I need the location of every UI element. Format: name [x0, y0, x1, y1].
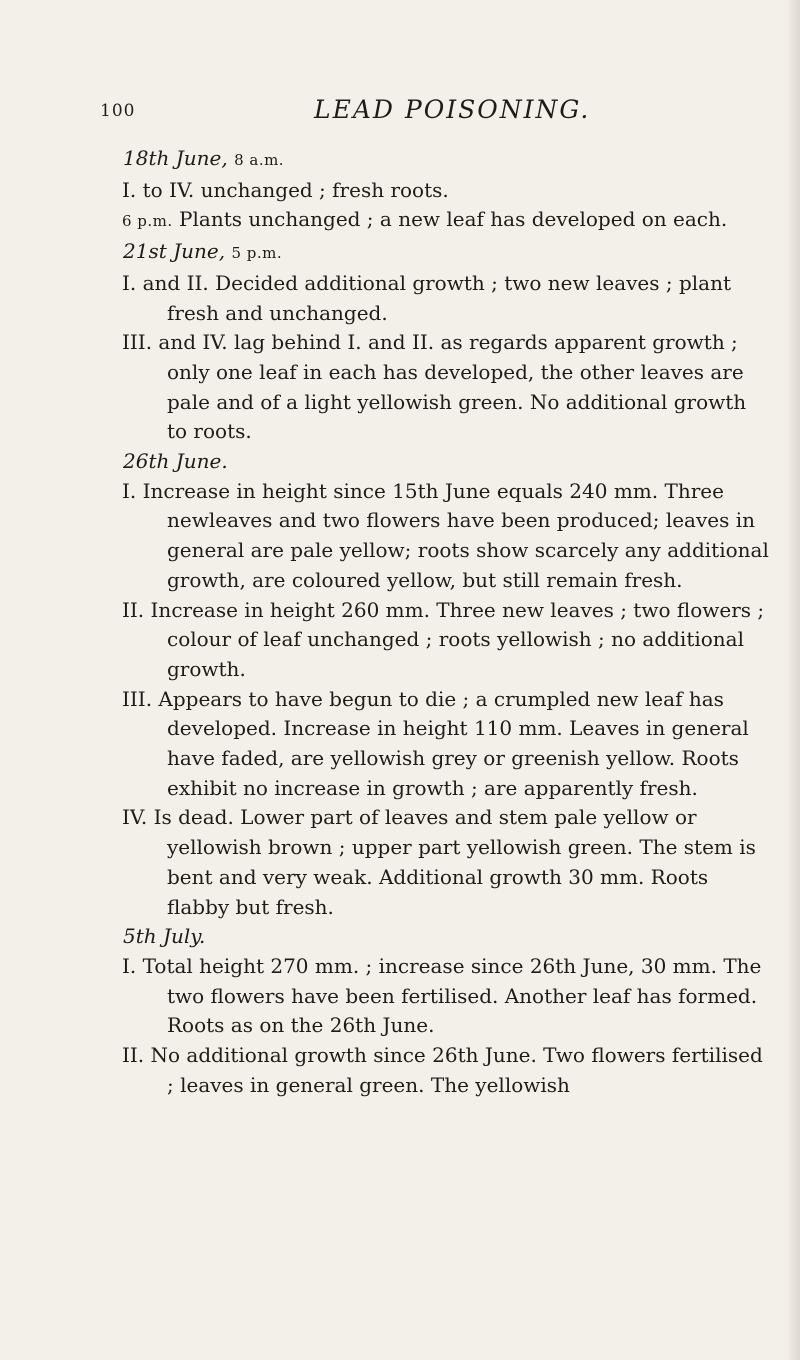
entry-paragraph: II. Increase in height 260 mm. Three new leaves ; two flowers ; colour of leaf unchanged ; roots yellowish ; no additional growth. — [122, 597, 765, 681]
entry-date-5-july: 5th July. — [123, 924, 206, 949]
entry-paragraph: I. and II. Decided additional growth ; two new leaves ; plant fresh and unchanged. — [122, 270, 732, 325]
page-edge-shadow — [786, 0, 800, 1360]
entry-paragraph: I. Increase in height since 15th June equals 240 mm. Three newleaves and two flowers have been produced; leaves in general are pale yellow; roots show scarcely any additional growth, are coloured yellow, but still remain fresh. — [122, 478, 769, 592]
running-head: LEAD POISONING. — [314, 95, 591, 124]
entry-paragraph: IV. Is dead. Lower part of leaves and stem pale yellow or yellowish brown ; upper part yellowish green. The stem is bent and very weak. Additional growth 30 mm. Roots flabby but fresh. — [122, 805, 756, 919]
entry-date-18-june: 18th June, 8 a.m. — [123, 146, 285, 170]
entry-paragraph: II. No additional growth since 26th June. Two flowers fertilised ; leaves in general green. The yellowish — [122, 1043, 763, 1097]
entry-date-21-june: 21st June, 5 p.m. — [123, 239, 283, 264]
entry-paragraph: I. Total height 270 mm. ; increase since 26th June, 30 mm. The two flowers have been fertilised. Another leaf has formed. Roots as on the 26th June. — [122, 953, 762, 1038]
entry-paragraph: III. and IV. lag behind I. and II. as regards apparent growth ; only one leaf in each has developed, the other leaves are pale and of a light yellowish green. No additional growth to roots. — [122, 330, 747, 444]
entry-paragraph: I. to IV. unchanged ; fresh roots. — [122, 177, 449, 202]
entry-paragraph: III. Appears to have begun to die ; a crumpled new leaf has developed. Increase in height 110 mm. Leaves in general have faded, are yellowish grey or greenish yellow. Roots exhibit no increase in growth ; are apparently fresh. — [122, 686, 749, 800]
page-header — [100, 95, 700, 129]
body-text — [122, 144, 772, 1101]
page-number: 100 — [100, 101, 136, 121]
entry-paragraph: 6 p.m. Plants unchanged ; a new leaf has developed on each. — [122, 207, 728, 232]
entry-date-26-june: 26th June. — [123, 449, 228, 474]
